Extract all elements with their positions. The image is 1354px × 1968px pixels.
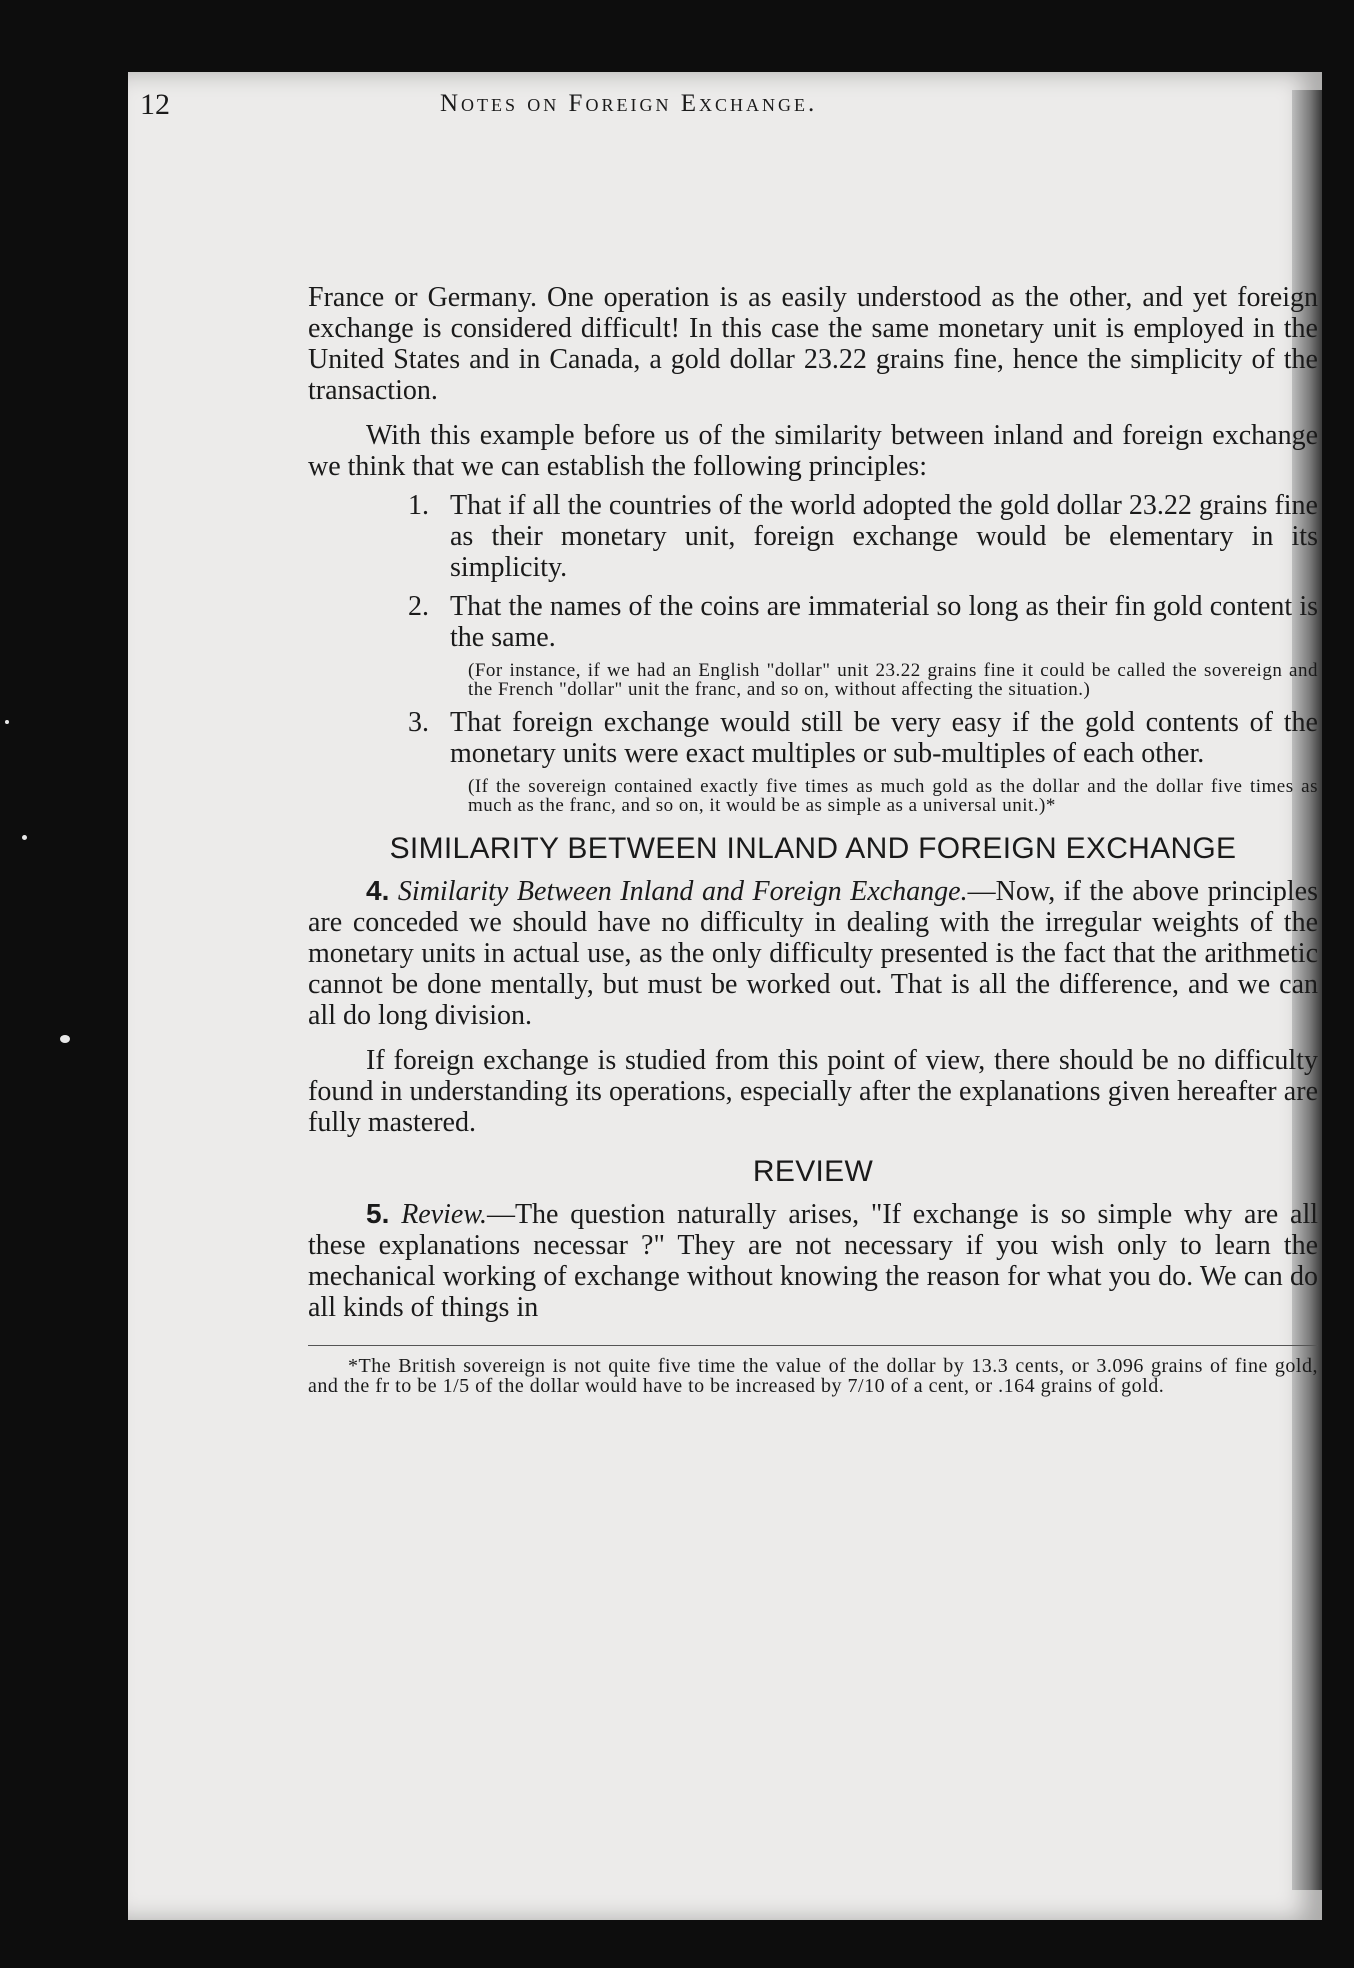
principle-item bbox=[408, 707, 1318, 769]
footnote: *The British sovereign is not quite five time the value of the dollar by 13.3 cents, or 3.096 grains of fine gold, and the fr to be 1/5 of the dollar would have to be increased by 7/10 of a cent, or .164 grains of gold. bbox=[308, 1355, 1318, 1397]
page-number: 12 bbox=[140, 88, 170, 121]
principle-text: That if all the countries of the world adopted the gold dollar 23.22 grains fine as their monetary unit, foreign exchange would be elementary in its simplicity. bbox=[450, 490, 1318, 583]
principle-note: (If the sovereign contained exactly five times as much gold as the dollar and the dollar five times as much as the franc, and so on, it would be as simple as a universal unit.)* bbox=[468, 776, 1318, 816]
principle-text: That the names of the coins are immaterial so long as their fin gold content is the same. bbox=[450, 591, 1318, 653]
dust-speck bbox=[5, 720, 9, 724]
paragraph-continued: France or Germany. One operation is as easily understood as the other, and yet foreign exchange is considered difficult! In this case the same monetary unit is employed in the United States and in Canada, a gold dollar 23.22 grains fine, hence the simplicity of the transaction. bbox=[308, 282, 1318, 406]
principle-number: 2. bbox=[408, 591, 429, 622]
section-heading: SIMILARITY BETWEEN INLAND AND FOREIGN EXCHANGE bbox=[389, 832, 1237, 865]
principles-list bbox=[308, 490, 1318, 815]
footnote-rule bbox=[308, 1345, 1318, 1346]
paragraph-similarity bbox=[308, 875, 1318, 1031]
paragraph-point-of-view: If foreign exchange is studied from this point of view, there should be no difficulty found in understanding its operations, especially after the explanations given hereafter are fully mastered. bbox=[308, 1045, 1318, 1138]
paragraph-review bbox=[308, 1198, 1318, 1323]
page-body bbox=[308, 282, 1318, 1396]
principle-item bbox=[408, 591, 1318, 653]
dust-speck bbox=[60, 1035, 70, 1043]
paragraph-principles-intro: With this example before us of the similarity between inland and foreign exchange we think that we can establish the following principles: bbox=[308, 420, 1318, 482]
paragraph-title: Similarity Between Inland and Foreign Exchange. bbox=[397, 876, 968, 907]
dust-speck bbox=[22, 835, 27, 840]
principle-text: That foreign exchange would still be very easy if the gold contents of the monetary units were exact multiples or sub-multiples of each other. bbox=[450, 707, 1318, 769]
paragraph-number: 5. bbox=[366, 1198, 390, 1229]
running-title: Notes on Foreign Exchange. bbox=[440, 90, 818, 117]
principle-note: (For instance, if we had an English "dollar" unit 23.22 grains fine it could be called the sovereign and the French "dollar" unit the franc, and so on, without affecting the situation.) bbox=[468, 660, 1318, 700]
paragraph-title: Review. bbox=[401, 1199, 487, 1230]
principle-item bbox=[408, 490, 1318, 583]
section-heading: REVIEW bbox=[752, 1155, 874, 1188]
paragraph-number: 4. bbox=[366, 875, 390, 906]
paragraph-text: —Now, if the above principles are conceded we should have no difficulty in dealing with the irregular weights of the monetary units in actual use, as the only difficulty presented is the fact that the arithmetic cannot be done mentally, but must be worked out. That is all the difference, and we can all do long division. bbox=[308, 876, 1319, 1031]
principle-number: 1. bbox=[408, 490, 429, 521]
paragraph-text: —The question naturally arises, "If exchange is so simple why are all these explanations necessar ?" They are not necessary if you wish only to learn the mechanical working of exchange without knowing the reason for what you do. We can do all kinds of things in bbox=[308, 1199, 1319, 1323]
principle-number: 3. bbox=[408, 707, 429, 738]
